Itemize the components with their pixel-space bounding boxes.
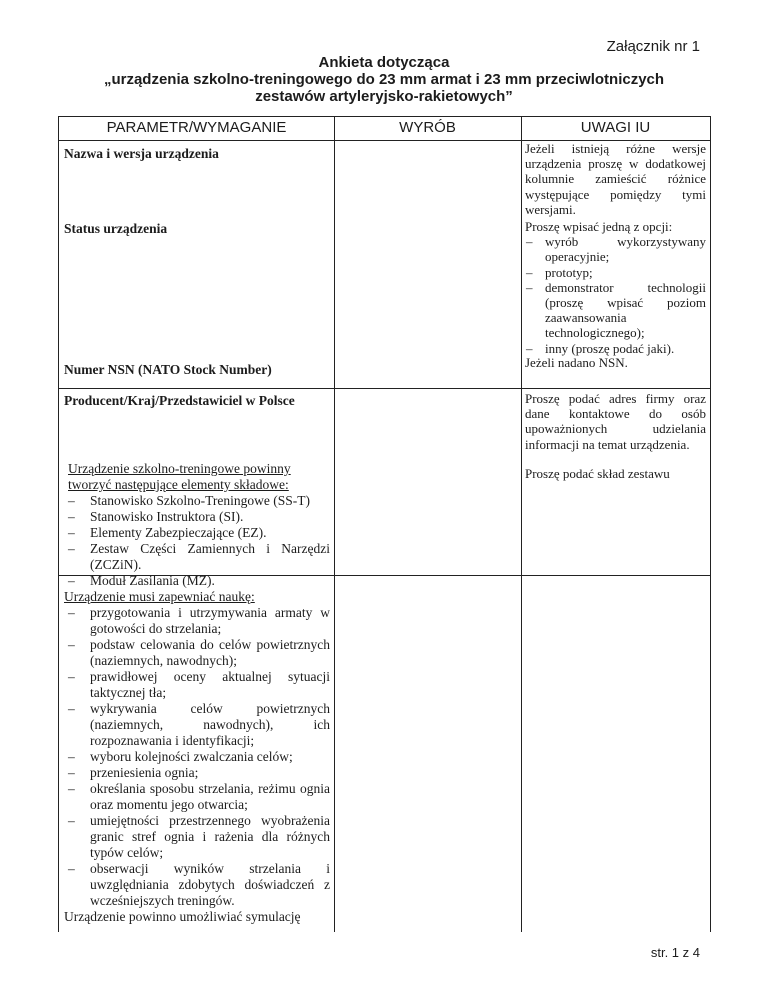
list-item: – wyboru kolejności zwalczania celów; [64, 749, 330, 765]
remarks-versions-note: Jeżeli istnieją różne wersje urządzenia proszę w dodatkowej kolumnie zamieścić różnice występujące pomiędzy tymi wersjami. [525, 141, 706, 217]
list-item: – podstaw celowania do celów powietrznych (naziemnych, nawodnych); [64, 637, 330, 669]
training-list [64, 605, 330, 909]
elements-intro: Urządzenie szkolno-treningowe powinny tworzyć następujące elementy składowe: [68, 461, 291, 492]
label-device-status: Status urządzenia [64, 221, 168, 236]
survey-title-line2: „urządzenia szkolno-treningowego do 23 mm armat i 23 mm przeciwlotniczych [103, 71, 665, 88]
column-header-product: WYRÓB [399, 119, 456, 136]
training-intro: Urządzenie musi zapewniać naukę: [64, 589, 255, 604]
column-divider [521, 116, 522, 932]
column-header-parameter: PARAMETR/WYMAGANIE [106, 119, 287, 136]
requirements-block [64, 461, 330, 925]
survey-title-line1: Ankieta dotycząca [318, 54, 450, 71]
remarks-status-intro: Proszę wpisać jedną z opcji: [525, 219, 673, 234]
list-item: – prototyp; [525, 265, 706, 280]
list-item: – obserwacji wyników strzelania i uwzględniania zdobytych doświadczeń z wcześniejszych treningów. [64, 861, 330, 909]
list-item: – demonstrator technologii (proszę wpisać poziom zaawansowania technologicznego); [525, 280, 706, 341]
list-item: – przygotowania i utrzymywania armaty w gotowości do strzelania; [64, 605, 330, 637]
list-item: – Stanowisko Instruktora (SI). [64, 509, 330, 525]
annex-label: Załącznik nr 1 [606, 38, 700, 55]
survey-table [58, 116, 711, 932]
list-item: – wykrywania celów powietrznych (naziemnych, nawodnych), ich rozpoznawania i identyfikacji; [64, 701, 330, 749]
list-item: – Moduł Zasilania (MZ). [64, 573, 330, 589]
list-item: – umiejętności przestrzennego wyobrażenia granic stref ognia i rażenia dla różnych typów celów; [64, 813, 330, 861]
remarks-nsn-note: Jeżeli nadano NSN. [525, 355, 628, 370]
page-number: str. 1 z 4 [650, 945, 700, 960]
row-divider [59, 388, 710, 389]
label-nsn-number: Numer NSN (NATO Stock Number) [64, 362, 272, 377]
list-item: – Stanowisko Szkolno-Treningowe (SS-T) [64, 493, 330, 509]
list-item: – przeniesienia ognia; [64, 765, 330, 781]
column-divider [334, 116, 335, 932]
label-device-name-version: Nazwa i wersja urządzenia [64, 146, 219, 161]
remarks-producer-note: Proszę podać adres firmy oraz dane kontaktowe do osób upoważnionych udzielania informacji na temat urządzenia. [525, 391, 706, 452]
remarks-status-block [525, 219, 706, 356]
survey-title-line3: zestawów artyleryjsko-rakietowych” [255, 88, 513, 105]
label-producer: Producent/Kraj/Przedstawiciel w Polsce [64, 393, 295, 408]
list-item: – wyrób wykorzystywany operacyjnie; [525, 234, 706, 264]
list-item: – Zestaw Części Zamiennych i Narzędzi (ZCZiN). [64, 541, 330, 573]
column-header-remarks: UWAGI IU [580, 119, 651, 136]
list-item: – inny (proszę podać jaki). [525, 341, 706, 356]
status-options-list [525, 234, 706, 356]
list-item: – prawidłowej oceny aktualnej sytuacji taktycznej tła; [64, 669, 330, 701]
list-item: – określania sposobu strzelania, reżimu ognia oraz momentu jego otwarcia; [64, 781, 330, 813]
remarks-composition-note: Proszę podać skład zestawu [525, 466, 670, 481]
simulation-text: Urządzenie powinno umożliwiać symulację [64, 909, 301, 924]
table-top-border [59, 116, 710, 117]
list-item: – Elementy Zabezpieczające (EZ). [64, 525, 330, 541]
elements-list [64, 493, 330, 589]
